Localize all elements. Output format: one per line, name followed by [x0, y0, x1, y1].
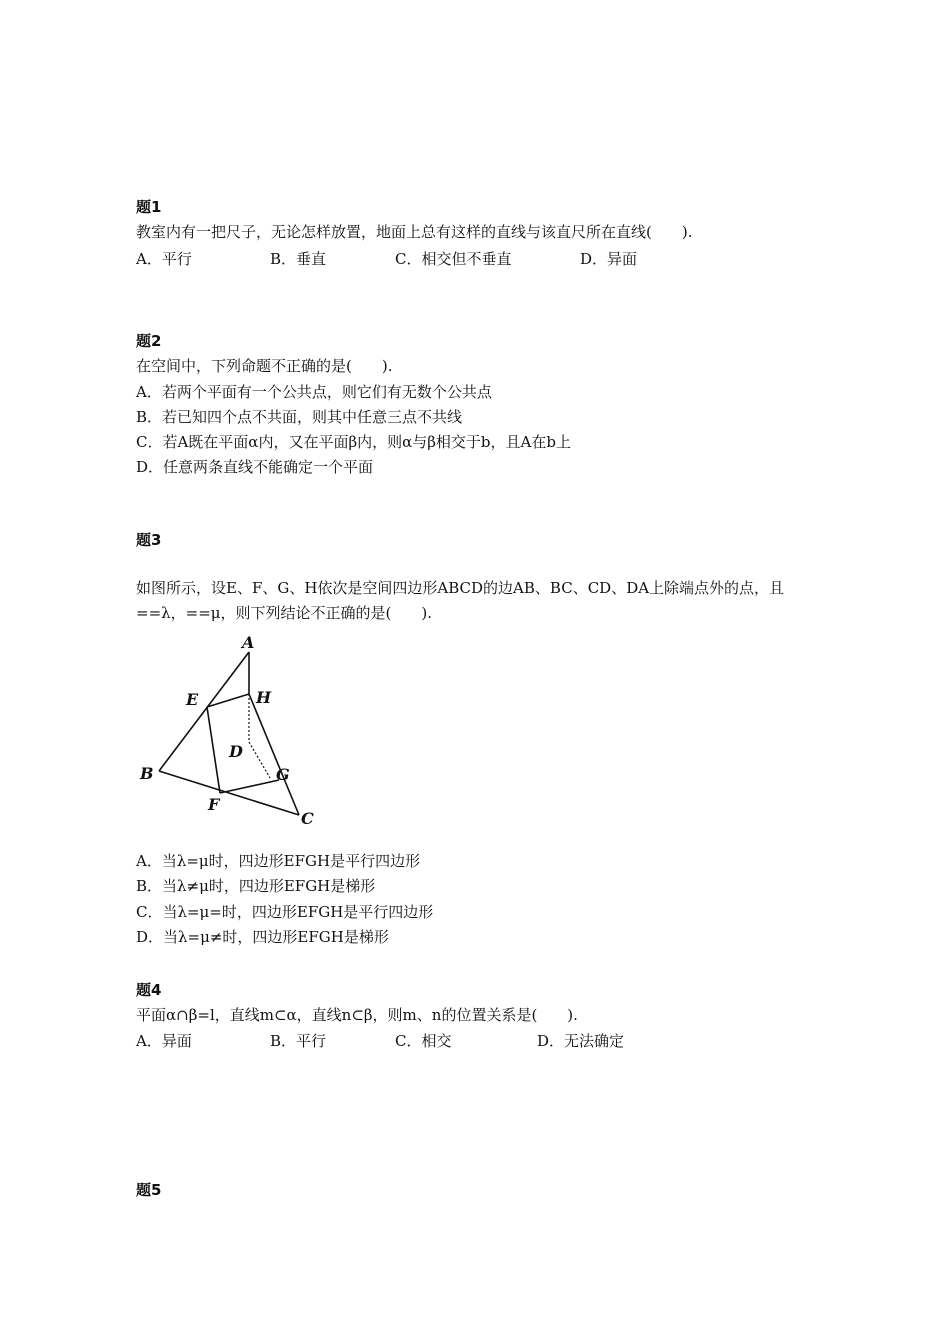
- q3-label-b: B: [140, 764, 154, 783]
- q4-option-c: C．相交: [395, 1032, 452, 1050]
- q2-heading: 题2: [136, 332, 162, 350]
- q2-option-d: D．任意两条直线不能确定一个平面: [136, 458, 374, 476]
- q2-stem: 在空间中，下列命题不正确的是( ).: [136, 357, 393, 375]
- q3-label-h: H: [256, 688, 272, 707]
- q1-heading: 题1: [136, 198, 162, 216]
- q3-label-e: E: [186, 690, 199, 709]
- q3-stem-line2: ==λ，==μ，则下列结论不正确的是( ).: [136, 604, 433, 622]
- q3-label-f: F: [208, 795, 220, 814]
- q1-option-b: B．垂直: [270, 250, 327, 268]
- q4-option-a: A．异面: [136, 1032, 192, 1050]
- q3-option-c: C．当λ=μ=时，四边形EFGH是平行四边形: [136, 903, 434, 921]
- q1-stem: 教室内有一把尺子，无论怎样放置，地面上总有这样的直线与该直尺所在直线( ).: [136, 223, 693, 241]
- q2-option-c: C．若A既在平面α内，又在平面β内，则α与β相交于b，且A在b上: [136, 433, 571, 451]
- q2-option-a: A．若两个平面有一个公共点，则它们有无数个公共点: [136, 383, 492, 401]
- q3-label-g: G: [276, 765, 290, 784]
- q3-option-d: D．当λ=μ≠时，四边形EFGH是梯形: [136, 928, 389, 946]
- q3-stem-line1: 如图所示，设E、F、G、H依次是空间四边形ABCD的边AB、BC、CD、DA上除端点外的点，且: [136, 579, 785, 597]
- q3-label-a: A: [242, 633, 255, 652]
- q4-option-b: B．平行: [270, 1032, 327, 1050]
- q3-label-c: C: [301, 809, 314, 828]
- q1-option-c: C．相交但不垂直: [395, 250, 512, 268]
- q3-heading: 题3: [136, 531, 162, 549]
- q1-option-d: D．异面: [580, 250, 638, 268]
- q3-label-d: D: [229, 742, 243, 761]
- q5-heading: 题5: [136, 1181, 162, 1199]
- q4-stem: 平面α∩β=l，直线m⊂α，直线n⊂β，则m、n的位置关系是( ).: [136, 1006, 578, 1024]
- q3-option-b: B．当λ≠μ时，四边形EFGH是梯形: [136, 877, 376, 895]
- q3-figure: [130, 630, 330, 830]
- q3-option-a: A．当λ=μ时，四边形EFGH是平行四边形: [136, 852, 421, 870]
- q4-heading: 题4: [136, 981, 162, 999]
- q2-option-b: B．若已知四个点不共面，则其中任意三点不共线: [136, 408, 463, 426]
- q4-option-d: D．无法确定: [537, 1032, 625, 1050]
- q1-option-a: A．平行: [136, 250, 192, 268]
